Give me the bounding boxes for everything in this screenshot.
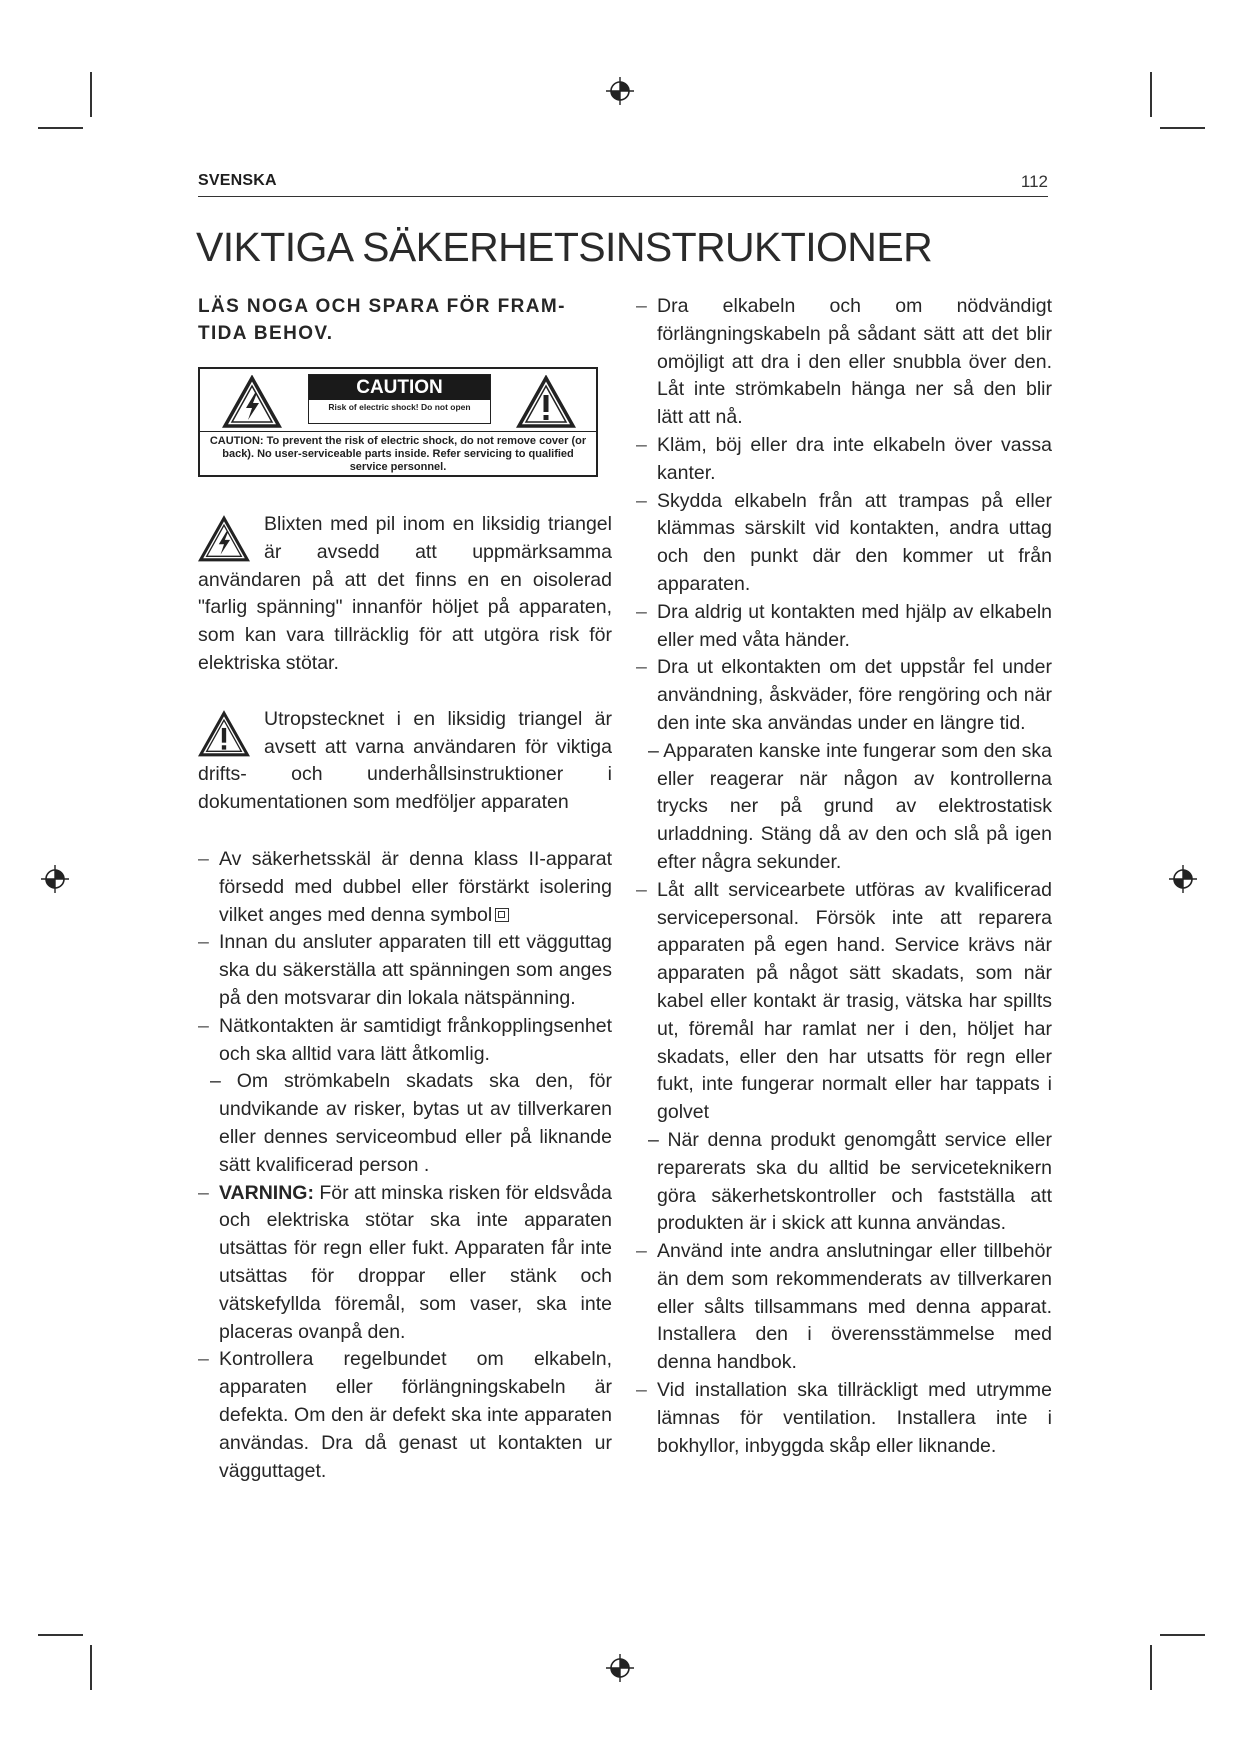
left-bullet-list	[198, 846, 612, 1485]
crop-mark	[1150, 72, 1152, 117]
subheading: LÄS NOGA OCH SPARA FÖR FRAM-TIDA BEHOV.	[198, 296, 566, 344]
caution-label	[198, 367, 598, 477]
exclamation-triangle-icon	[198, 710, 250, 758]
crop-mark	[38, 127, 83, 129]
list-item: – Om strömkabeln skadats ska den, för undvikande av risker, bytas ut av tillverkaren eller dennes serviceombud eller på liknande sätt kvalificerad person .	[210, 1070, 612, 1176]
list-item: – Apparaten kanske inte fungerar som den ska eller reagerar när någon av kontrollerna trycks ner på grund av elektrostatisk urladdning. Stäng då av den och slå på igen efter några sekunder.	[648, 739, 1052, 873]
list-item: – Dra ut elkontakten om det uppstår fel under användning, åskväder, före rengöring och när den inte ska användas under en längre tid.	[636, 654, 1052, 737]
caution-banner-box	[308, 374, 491, 424]
page-header	[198, 172, 1048, 197]
symbol-paragraph-text: Blixten med pil inom en liksidig triangel är avsedd att uppmärksamma användaren på att det finns en en oisolerad "farlig spänning" innanför höljet på apparaten, som kan vara tillräcklig för att utgöra risk för elektriska stötar.	[198, 513, 612, 674]
left-column	[198, 293, 612, 1485]
list-item: – Av säkerhetsskäl är denna klass II-apparat försedd med dubbel eller förstärkt isolering vilket anges med denna symbol	[198, 846, 612, 929]
right-column	[636, 293, 1052, 1460]
warning-label: VARNING:	[219, 1181, 314, 1204]
class-ii-symbol-icon	[495, 908, 509, 922]
crop-mark	[1150, 1645, 1152, 1690]
caution-divider	[200, 431, 596, 432]
crop-mark	[90, 72, 92, 117]
caution-banner: CAUTION	[309, 375, 490, 400]
symbol-paragraph-text: Utropstecknet i en liksidig triangel är avsett att varna användaren för viktiga drifts- och underhållsinstruktioner i dokumentationen som medföljer apparaten	[198, 707, 612, 814]
page-number: 112	[1020, 172, 1048, 191]
list-item: – Låt allt servicearbete utföras av kvalificerad servicepersonal. Försök inte att reparera apparaten på egen hand. Service krävs när apparaten på något sätt skadats, som när kabel eller kontakt är trasig, vätska har spillts ut, föremål har ramlat ner i den, höljet har skadats, eller den har utsatts för regn eller fukt, inte fungerar normalt eller har tappats i golvet	[636, 877, 1052, 1127]
right-bullet-list	[636, 293, 1052, 1460]
exclamation-triangle-icon	[516, 375, 576, 429]
lightning-triangle-icon	[198, 515, 250, 563]
list-item: – Innan du ansluter apparaten till ett vägguttag ska du säkerställa att spänningen som anges på den motsvarar din lokala nätspänning.	[198, 929, 612, 1012]
caution-banner-subtext: Risk of electric shock! Do not open	[328, 402, 471, 412]
list-item: – Dra aldrig ut kontakten med hjälp av elkabeln eller med våta händer.	[636, 599, 1052, 655]
symbol-paragraph	[198, 511, 612, 678]
list-item: – Kläm, böj eller dra inte elkabeln över vassa kanter.	[636, 432, 1052, 488]
list-item: – Nätkontakten är samtidigt frånkopplingsenhet och ska alltid vara lätt åtkomlig.	[198, 1013, 612, 1069]
list-item: – När denna produkt genomgått service eller reparerats ska du alltid be serviceteknikern göra säkerhetskontroller och fastställa att produkten är i skick att kunna användas.	[648, 1128, 1052, 1235]
page-title: VIKTIGA SÄKERHETSINSTRUKTIONER	[196, 224, 933, 270]
list-item: – Kontrollera regelbundet om elkabeln, apparaten eller förlängningskabeln är defekta. Om den är defekt ska inte apparaten användas. Dra då genast ut kontakten ur vägguttaget.	[198, 1346, 612, 1485]
registration-mark-icon	[605, 1653, 635, 1683]
crop-mark	[1160, 1634, 1205, 1636]
registration-mark-icon	[605, 76, 635, 106]
caution-notice: CAUTION: To prevent the risk of electric shock, do not remove cover (or back). No user-serviceable parts inside. Refer servicing to qualified service personnel.	[209, 435, 587, 473]
list-item: – Skydda elkabeln från att trampas på eller klämmas särskilt vid kontakten, andra uttag och den punkt där den kommer ut från apparaten.	[636, 488, 1052, 599]
symbol-paragraph	[198, 706, 612, 817]
list-item: – Dra elkabeln och om nödvändigt förlängningskabeln på sådant sätt att det blir omöjligt att dra i den eller snubbla över den. Låt inte strömkabeln hänga ner så den blir lätt att nå.	[636, 293, 1052, 432]
registration-mark-icon	[1168, 864, 1198, 894]
language-label: SVENSKA	[198, 172, 277, 189]
registration-mark-icon	[40, 864, 70, 894]
crop-mark	[1160, 127, 1205, 129]
list-item: – VARNING: För att minska risken för eldsvåda och elektriska stötar ska inte apparaten utsättas för regn eller fukt. Apparaten får inte utsättas för droppar eller stänk och vätskefyllda föremål, som vaser, ska inte placeras ovanpå den.	[198, 1180, 612, 1347]
list-item: – Använd inte andra anslutningar eller tillbehör än dem som rekommenderats av tillverkaren eller sålts tillsammans med denna apparat. Installera den i överensstämmelse med denna handbok.	[636, 1238, 1052, 1377]
crop-mark	[38, 1634, 83, 1636]
lightning-triangle-icon	[222, 375, 282, 429]
crop-mark	[90, 1645, 92, 1690]
list-item: – Vid installation ska tillräckligt med utrymme lämnas för ventilation. Installera inte i bokhyllor, inbyggda skåp eller liknande.	[636, 1377, 1052, 1460]
